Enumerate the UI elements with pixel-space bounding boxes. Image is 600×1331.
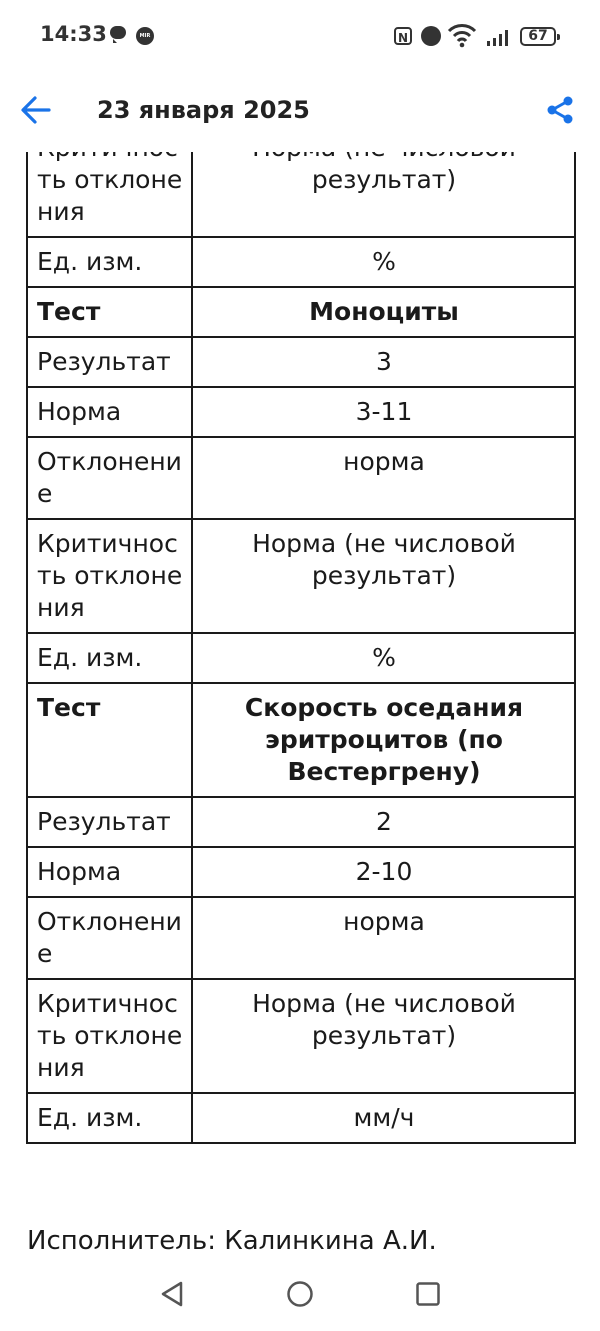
table-row <box>27 237 575 287</box>
alarm-icon <box>421 26 441 46</box>
status-time: 14:33 <box>40 22 107 46</box>
table-row <box>27 519 575 633</box>
signal-icon <box>487 28 513 50</box>
status-bar <box>0 0 600 72</box>
row-label: Отклонение <box>27 897 192 979</box>
battery-icon: 67 <box>520 27 556 46</box>
row-value: норма <box>192 897 575 979</box>
nav-home-button[interactable] <box>278 1274 322 1318</box>
row-value: норма <box>192 437 575 519</box>
content-scroll-area[interactable] <box>0 152 600 1260</box>
system-nav-bar <box>0 1260 600 1331</box>
table-row <box>27 387 575 437</box>
row-value: 3-11 <box>192 387 575 437</box>
back-triangle-icon <box>159 1280 185 1312</box>
table-row <box>27 437 575 519</box>
app-bar <box>0 72 600 152</box>
table-row <box>27 897 575 979</box>
table-row <box>27 1093 575 1143</box>
row-label: Тест <box>27 683 192 797</box>
table-row <box>27 847 575 897</box>
home-circle-icon <box>286 1280 314 1312</box>
row-label: ть отклонения <box>27 123 192 237</box>
nfc-icon: N <box>394 27 412 45</box>
row-label: Отклонение <box>27 437 192 519</box>
row-value: 2-10 <box>192 847 575 897</box>
page-title: 23 января 2025 <box>97 96 310 124</box>
recents-square-icon <box>415 1281 441 1311</box>
row-value: 2 <box>192 797 575 847</box>
table-row <box>27 633 575 683</box>
row-label: Ед. изм. <box>27 633 192 683</box>
share-button[interactable] <box>540 92 580 132</box>
row-value: мм/ч <box>192 1093 575 1143</box>
nav-back-button[interactable] <box>150 1274 194 1318</box>
table-row <box>27 797 575 847</box>
test-header-row <box>27 683 575 797</box>
arrow-left-icon <box>21 96 51 128</box>
row-value: Норма (не числовой результат) <box>192 979 575 1093</box>
table-row <box>27 979 575 1093</box>
row-label: Критичность отклонения <box>27 519 192 633</box>
row-label: Тест <box>27 287 192 337</box>
wifi-icon <box>447 22 477 52</box>
row-value: % <box>192 633 575 683</box>
row-value: Норма (не числовой результат) <box>192 519 575 633</box>
nav-recents-button[interactable] <box>406 1274 450 1318</box>
share-icon <box>545 95 575 129</box>
row-label: Норма <box>27 847 192 897</box>
row-label: Результат <box>27 337 192 387</box>
row-label: Критичность отклонения <box>27 979 192 1093</box>
test-name: Скорость оседания эритроцитов (по Вестергрену) <box>192 683 575 797</box>
executor-label: Исполнитель: Калинкина А.И. <box>27 1226 437 1256</box>
chat-bubble-icon <box>110 26 126 39</box>
row-value: % <box>192 237 575 287</box>
mir-icon: MIR <box>136 27 154 45</box>
row-label: Ед. изм. <box>27 1093 192 1143</box>
test-name: Моноциты <box>192 287 575 337</box>
row-label: Результат <box>27 797 192 847</box>
back-button[interactable] <box>16 92 56 132</box>
test-header-row <box>27 287 575 337</box>
row-label: Ед. изм. <box>27 237 192 287</box>
results-table <box>26 122 576 1144</box>
row-value: 3 <box>192 337 575 387</box>
table-row <box>27 337 575 387</box>
row-value: результат) <box>192 123 575 237</box>
row-label: Норма <box>27 387 192 437</box>
